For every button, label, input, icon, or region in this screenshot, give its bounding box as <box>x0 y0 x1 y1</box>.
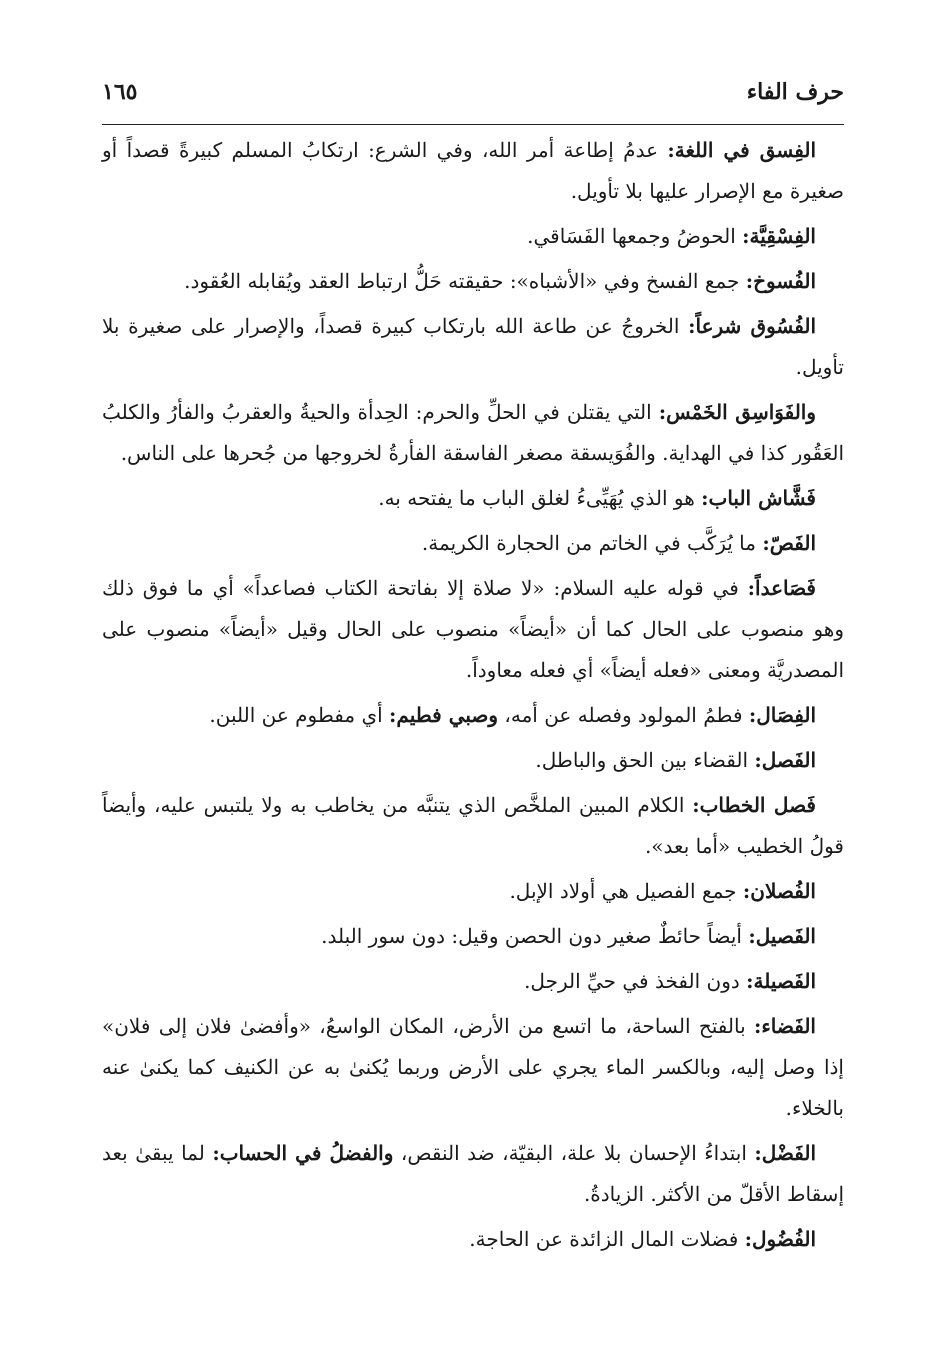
entry-term: الفُسُوق شرعاً: <box>688 314 817 338</box>
entry-term: فَصَاعداً: <box>747 576 816 600</box>
entry-term: الفَصّ: <box>762 531 816 555</box>
entry-subterm: والفضلُ في الحساب: <box>212 1141 394 1165</box>
entry-definition: عدمُ إطاعة أمر الله، وفي الشرع: ارتكابُ المسلم كبيرةً قصداً أو صغيرة مع الإصرار عليها بلا تأويل. <box>102 138 844 203</box>
entry-term: الفُصلان: <box>742 879 816 903</box>
entry-term: الفِصَال: <box>748 703 816 727</box>
dictionary-entry <box>102 392 844 474</box>
dictionary-entry <box>102 871 844 912</box>
dictionary-entries <box>102 130 844 1264</box>
dictionary-entry <box>102 261 844 302</box>
entry-subdefinition: لما يبقىٰ بعد إسقاط الأقلّ من الأكثر. الزيادةُ. <box>102 1141 844 1206</box>
entry-definition: القضاء بين الحق والباطل. <box>535 748 748 772</box>
entry-term: والفَوَاسِق الخَمْس: <box>658 400 817 424</box>
entry-term: الفِسْقِيَّة: <box>742 224 816 248</box>
dictionary-entry <box>102 1219 844 1260</box>
dictionary-entry <box>102 695 844 736</box>
page-title: حرف الفاء <box>746 79 844 105</box>
entry-definition: ما يُرَكَّب في الخاتم من الحجارة الكريمة. <box>421 531 756 555</box>
entry-term: الفَضاء: <box>754 1014 816 1038</box>
dictionary-entry <box>102 1133 844 1215</box>
entry-term: الفَصل: <box>754 748 816 772</box>
entry-term: الفِسق في اللغة: <box>667 138 816 162</box>
entry-definition: ابتداءُ الإحسان بلا علة، البقيّة، ضد النقص، <box>400 1141 747 1165</box>
page-number: ١٦٥ <box>102 79 138 105</box>
dictionary-entry <box>102 916 844 957</box>
entry-definition: الكلام المبين الملخَّص الذي يتنبَّه من يخاطب به ولا يلتبس عليه، وأيضاً قولُ الخطيب «أما بعد». <box>102 793 844 858</box>
entry-term: الفَصيلة: <box>746 969 816 993</box>
entry-term: الفُسوخ: <box>745 269 816 293</box>
entry-definition: جمع الفسخ وفي «الأشباه»: حقيقته حَلُّ ارتباط العقد ويُقابله العُقود. <box>184 269 740 293</box>
entry-definition: دون الفخذ في حيِّ الرجل. <box>524 969 740 993</box>
entry-definition: التي يقتلن في الحلِّ والحرم: الحِدأة والحيةُ والعقربُ والفأرُ والكلبُ العَقُور كذا في الهداية. والفُوَيسقة مصغر الفاسقة الفأرةُ لخروجها من جُحرها على الناس. <box>102 400 844 465</box>
entry-definition: بالفتح الساحة، ما اتسع من الأرض، المكان الواسعُ، «وأفضىٰ فلان إلى فلان» إذا وصل إليه، وبالكسر الماء يجري على الأرض وربما يُكنىٰ به عن الكنيف كما يكنىٰ عنه بالخلاء. <box>102 1014 844 1120</box>
entry-definition: أيضاً حائطٌ صغير دون الحصن وقيل: دون سور البلد. <box>321 924 742 948</box>
entry-term: الفَضْل: <box>754 1141 817 1165</box>
entry-term: فَصل الخطاب: <box>692 793 816 817</box>
dictionary-entry <box>102 961 844 1002</box>
entry-definition: فطمُ المولود وفصله عن أمه، <box>504 703 743 727</box>
entry-subterm: وصبي فطيم: <box>389 703 499 727</box>
dictionary-entry <box>102 740 844 781</box>
dictionary-entry <box>102 130 844 212</box>
entry-definition: هو الذي يُهَيِّىءُ لغلق الباب ما يفتحه به. <box>378 486 695 510</box>
entry-term: فَشَّاش الباب: <box>701 486 816 510</box>
dictionary-entry <box>102 523 844 564</box>
dictionary-entry <box>102 568 844 691</box>
entry-definition: الحوضُ وجمعها الفَسَاقي. <box>527 224 736 248</box>
dictionary-entry <box>102 785 844 867</box>
dictionary-entry <box>102 1006 844 1129</box>
entry-subdefinition: أي مفطوم عن اللبن. <box>209 703 383 727</box>
header-divider <box>102 124 844 125</box>
entry-definition: جمع الفصيل هي أولاد الإبل. <box>509 879 737 903</box>
page-header <box>102 70 844 114</box>
entry-term: الفَصيل: <box>748 924 816 948</box>
dictionary-entry <box>102 306 844 388</box>
entry-definition: فضلات المال الزائدة عن الحاجة. <box>469 1227 739 1251</box>
entry-definition: في قوله عليه السلام: «لا صلاة إلا بفاتحة الكتاب فصاعداً» أي ما فوق ذلك وهو منصوب على الحال كما أن «أيضاً» منصوب على الحال وقيل «أيضاً» منصوب على المصدريَّة ومعنى «فعله أيضاً» أي فعله معاوداً. <box>102 576 844 682</box>
entry-term: الفُضُول: <box>744 1227 816 1251</box>
entry-definition: الخروجُ عن طاعة الله بارتكاب كبيرة قصداً، والإصرار على صغيرة بلا تأويل. <box>102 314 844 379</box>
dictionary-entry <box>102 216 844 257</box>
dictionary-entry <box>102 478 844 519</box>
